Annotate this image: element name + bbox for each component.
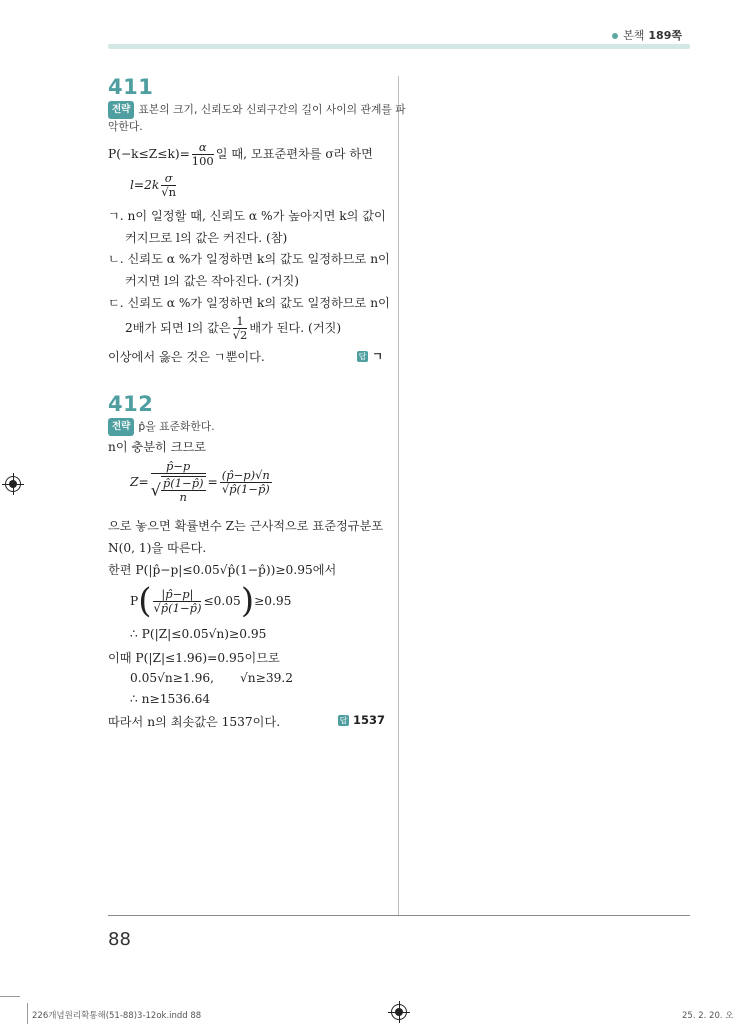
- bullet-dot-icon: [612, 33, 618, 39]
- eq2-lhs: l=2k: [130, 178, 160, 192]
- frac-den: √n: [161, 185, 176, 199]
- l5-end: ≥0.95: [254, 594, 292, 608]
- fraction: [161, 172, 176, 199]
- line-9: ∴ n≥1536.64: [130, 692, 211, 706]
- item-2-cont: 커지면 l의 값은 작아진다. (거짓): [125, 274, 300, 288]
- eq1-lhs: P(−k≤Z≤k)=: [108, 147, 190, 161]
- answer-value: ㄱ: [372, 349, 384, 363]
- inner-fraction: [161, 476, 206, 504]
- line-7: 이때 P(|Z|≤1.96)=0.95이므로: [108, 651, 280, 665]
- answer-icon: 답: [339, 716, 348, 725]
- line-6: ∴ P(|Z|≤0.05√n)≥0.95: [130, 627, 267, 641]
- page-number: 88: [108, 929, 131, 950]
- fraction: [151, 460, 206, 504]
- inner-den: n: [179, 490, 187, 504]
- equation-1: [108, 141, 373, 168]
- z-formula: [130, 460, 274, 504]
- l5-post: ≤0.05: [203, 594, 241, 608]
- fraction: [192, 141, 214, 168]
- strategy-411: [108, 101, 406, 135]
- strategy-tag: 전략: [108, 101, 134, 119]
- strategy-412: [108, 418, 215, 436]
- strategy-text: 표본의 크기, 신뢰도와 신뢰구간의 길이 사이의 관계를 파: [138, 103, 406, 116]
- problem-number-412: 412: [108, 392, 154, 416]
- line-1: n이 충분히 크므로: [108, 440, 207, 454]
- line-10: 따라서 n의 최솟값은 1537이다.: [108, 715, 281, 729]
- registration-mark-icon: [5, 476, 21, 492]
- right-paren: ): [240, 581, 255, 621]
- conclusion-411: 이상에서 옳은 것은 ㄱ뿐이다.: [108, 350, 265, 364]
- frac-den: √2: [232, 328, 248, 342]
- frac-num: (p̂−p)√n: [221, 467, 270, 482]
- ref-page: 189쪽: [648, 29, 682, 42]
- equation-2: [130, 172, 178, 199]
- crop-mark: [0, 996, 20, 997]
- problem-number-411: 411: [108, 75, 154, 99]
- fraction: [220, 469, 272, 496]
- print-date: 25. 2. 20. 오: [682, 1011, 734, 1021]
- reference-page: [612, 27, 682, 43]
- answer-icon: 답: [358, 352, 367, 361]
- ref-label: 본책: [623, 29, 645, 42]
- item-1: ㄱ. n이 일정할 때, 신뢰도 α %가 높아지면 k의 값이: [108, 209, 386, 223]
- crop-mark: [27, 1003, 28, 1024]
- frac-den: √p̂(1−p̂): [221, 481, 270, 496]
- fraction: [153, 588, 201, 615]
- frac-num: |p̂−p|: [153, 588, 201, 602]
- item-3: ㄷ. 신뢰도 α %가 일정하면 k의 값도 일정하므로 n이: [108, 296, 390, 310]
- answer-value: 1537: [353, 713, 386, 727]
- line-2: 으로 놓으면 확률변수 Z는 근사적으로 표준정규분포: [108, 519, 384, 533]
- registration-mark-icon: [391, 1004, 407, 1020]
- strategy-text: p̂을 표준화한다.: [138, 420, 215, 433]
- line-4: 한편 P(|p̂−p|≤0.05√p̂(1−p̂))≥0.95에서: [108, 563, 337, 577]
- equals: =: [207, 475, 218, 489]
- l5-pre: P: [130, 594, 139, 608]
- z-lhs: Z=: [130, 475, 149, 489]
- column-divider: [398, 76, 399, 916]
- frac-num: p̂−p: [151, 460, 206, 474]
- item3-post: 배가 된다. (거짓): [249, 321, 342, 335]
- item-2: ㄴ. 신뢰도 α %가 일정하면 k의 값도 일정하므로 n이: [108, 252, 390, 266]
- left-paren: (: [138, 581, 152, 621]
- line-8a: 0.05√n≥1.96,: [130, 671, 214, 685]
- item-3-cont: [125, 315, 341, 342]
- frac-num: α: [192, 141, 214, 155]
- line-3: N(0, 1)을 따른다.: [108, 541, 207, 555]
- fraction: [233, 315, 248, 342]
- inner-num: p̂(1−p̂): [162, 476, 204, 490]
- frac-den: √ $\frac{p̂(1-p̂)}{n}$: [150, 476, 204, 504]
- answer-411: [357, 348, 383, 364]
- frac-num: σ: [161, 172, 176, 186]
- strategy-tag: 전략: [108, 418, 134, 436]
- frac-num: 1: [233, 315, 248, 329]
- item-1-cont: 커지므로 l의 값은 커진다. (참): [125, 231, 288, 245]
- line-5: [130, 581, 292, 621]
- footer-rule: [108, 915, 690, 916]
- line-8b: √n≥39.2: [240, 671, 293, 685]
- header-bar: [108, 44, 690, 49]
- answer-412: [338, 713, 385, 727]
- file-slug: 226개념원리확통해(51-88)3-12ok.indd 88: [32, 1011, 202, 1021]
- eq1-rhs: 일 때, 모표준편차를 σ라 하면: [215, 147, 373, 161]
- frac-den: √p̂(1−p̂): [153, 600, 202, 615]
- strategy-text-cont: 악한다.: [108, 120, 143, 133]
- item3-pre: 2배가 되면 l의 값은: [125, 321, 231, 335]
- frac-den: 100: [191, 154, 214, 168]
